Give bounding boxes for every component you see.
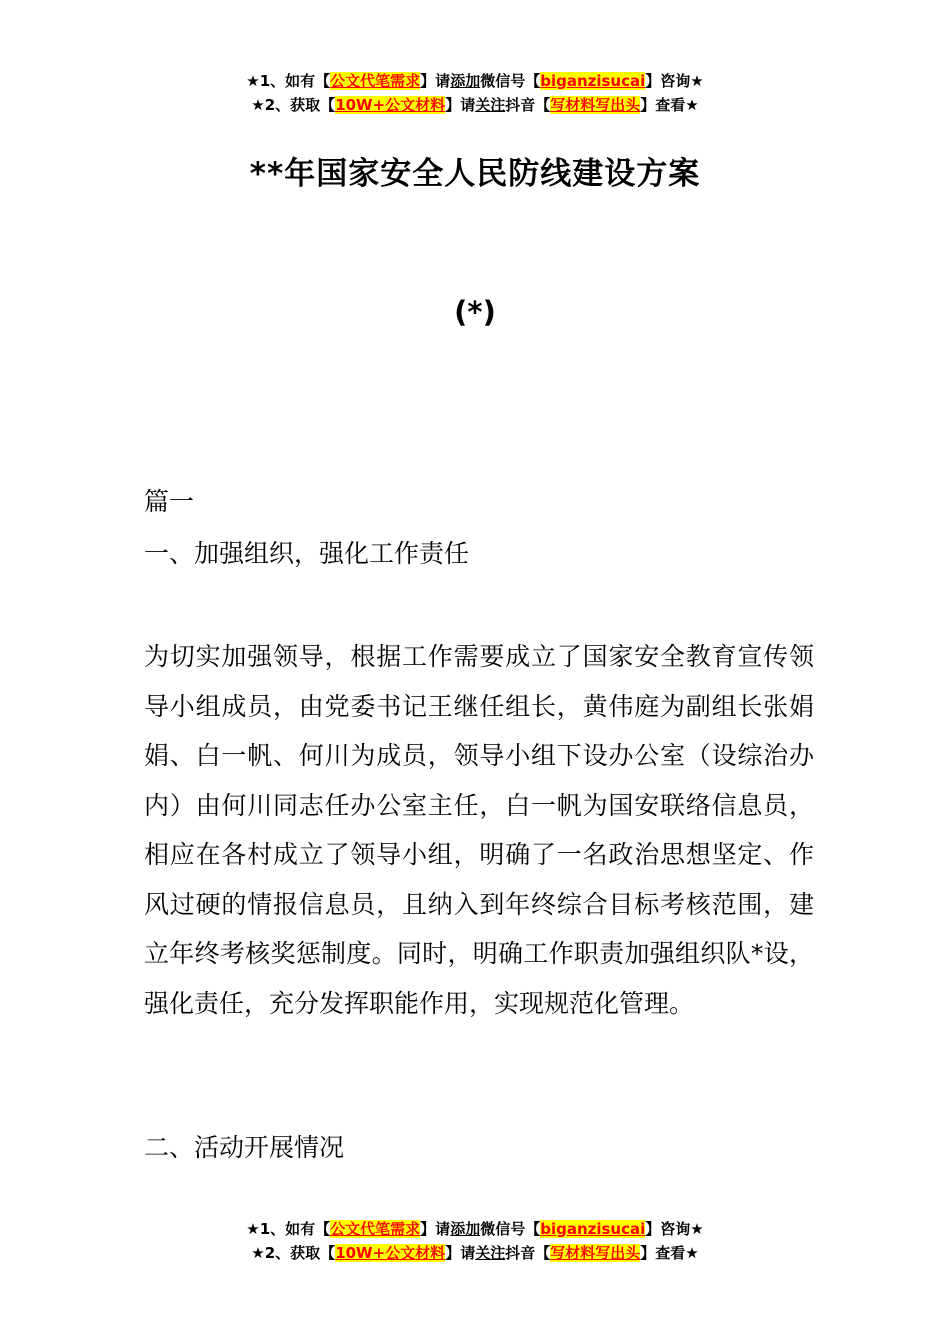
section-label: 篇一 (144, 487, 195, 516)
banner-text: 】请 (420, 72, 451, 90)
banner-underline: 关注 (475, 96, 506, 114)
banner-text: 】请 (445, 96, 476, 114)
body-paragraph: 为切实加强领导，根据工作需要成立了国家安全教育宣传领导小组成员，由党委书记王继任组长，黄伟庭为副组长张娟娟、白一帆、何川为成员，领导小组下设办公室（设综治办内）由何川同志任办公室主任，白一帆为国安联络信息员，相应在各村成立了领导小组，明确了一名政治思想坚定、作风过硬的情报信息员，且纳入到年终综合目标考核范围，建立年终考核奖惩制度。同时，明确工作职责加强组织队*设，强化责任，充分发挥职能作用，实现规范化管理。 (144, 642, 814, 1018)
section-heading-1: 一、加强组织，强化工作责任 (144, 539, 470, 568)
banner-underline: 关注 (475, 1244, 506, 1262)
banner-line-1 (0, 69, 950, 93)
document-subtitle: (*) (454, 295, 496, 329)
banner-text: 】请 (445, 1244, 476, 1262)
banner-highlight: biganzisucai (540, 72, 646, 90)
banner-highlight: 10W+公文材料 (335, 1244, 446, 1262)
banner-line-2 (0, 1241, 950, 1265)
banner-text: 微信号【 (480, 72, 541, 90)
banner-text: 】查看★ (640, 1244, 699, 1262)
footer-banner (0, 1217, 950, 1265)
banner-text: ★1、如有【 (246, 72, 331, 90)
document-title: **年国家安全人民防线建设方案 (249, 156, 701, 192)
banner-highlight: biganzisucai (540, 1220, 646, 1238)
banner-text: ★2、获取【 (251, 96, 336, 114)
banner-line-1 (0, 1217, 950, 1241)
banner-underline: 添加 (450, 72, 481, 90)
banner-text: ★1、如有【 (246, 1220, 331, 1238)
banner-text: 】咨询★ (645, 1220, 704, 1238)
banner-text: 抖音【 (505, 1244, 551, 1262)
banner-text: 微信号【 (480, 1220, 541, 1238)
banner-text: 】查看★ (640, 96, 699, 114)
header-banner (0, 69, 950, 117)
banner-text: 抖音【 (505, 96, 551, 114)
banner-highlight: 公文代笔需求 (330, 1220, 421, 1238)
banner-highlight: 公文代笔需求 (330, 72, 421, 90)
banner-text: 】请 (420, 1220, 451, 1238)
banner-text: ★2、获取【 (251, 1244, 336, 1262)
banner-highlight: 写材料写出头 (550, 1244, 641, 1262)
banner-text: 】咨询★ (645, 72, 704, 90)
banner-underline: 添加 (450, 1220, 481, 1238)
section-heading-2: 二、活动开展情况 (144, 1133, 345, 1162)
banner-highlight: 写材料写出头 (550, 96, 641, 114)
banner-highlight: 10W+公文材料 (335, 96, 446, 114)
banner-line-2 (0, 93, 950, 117)
